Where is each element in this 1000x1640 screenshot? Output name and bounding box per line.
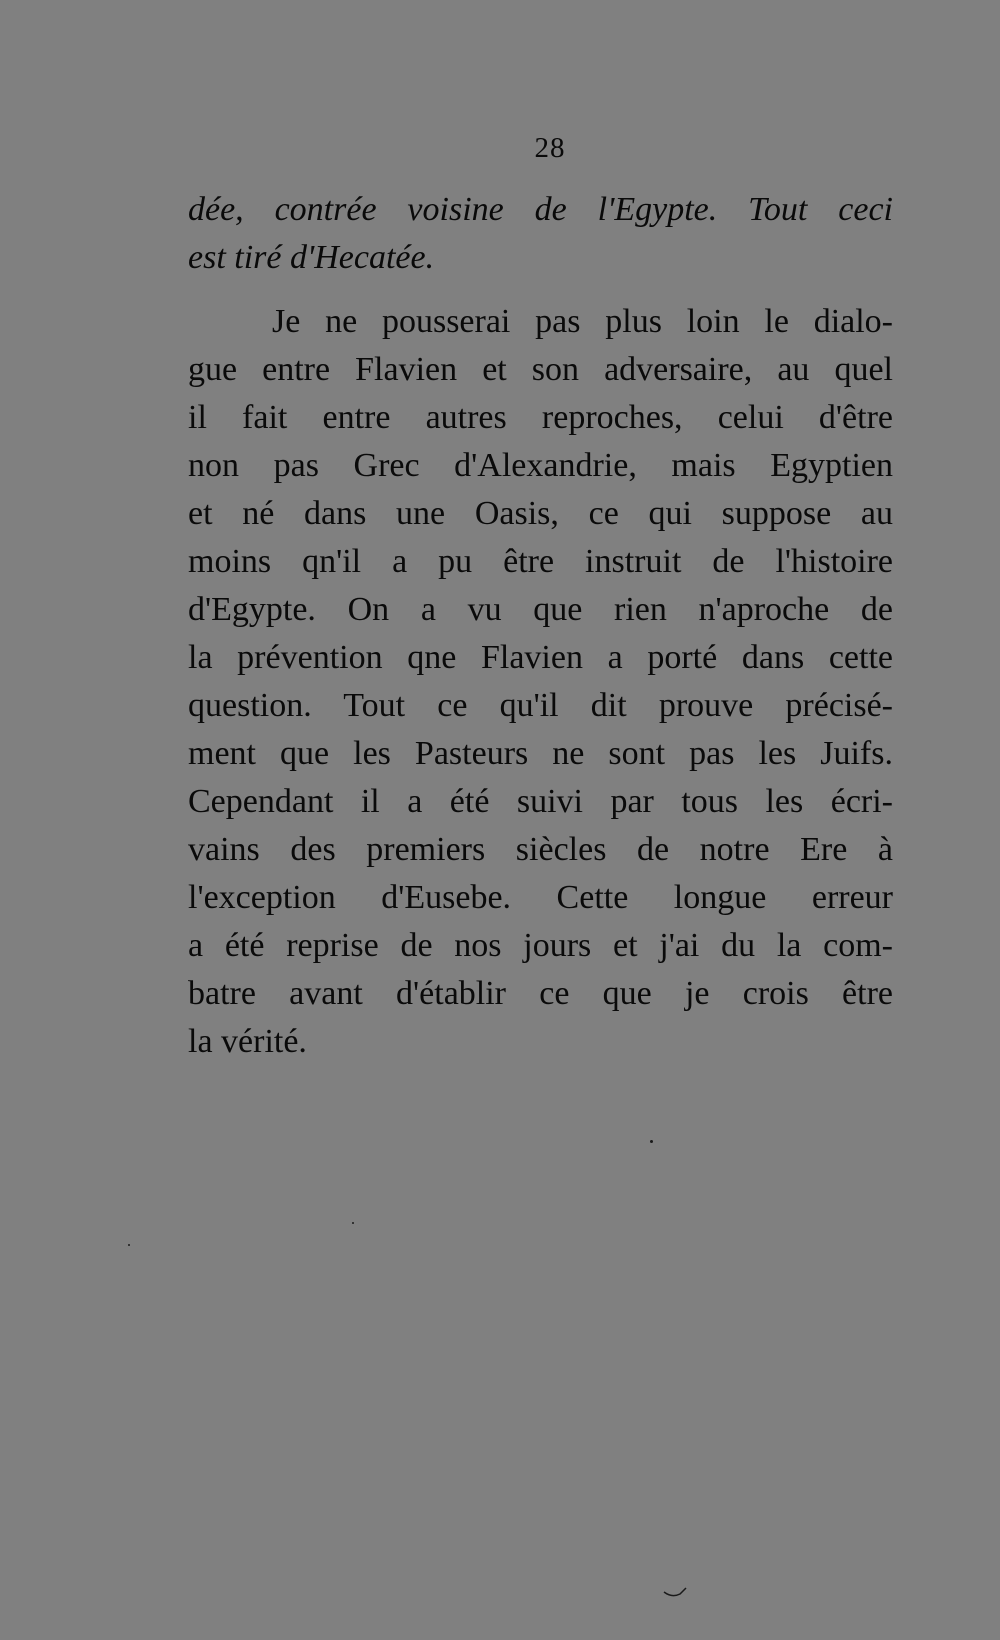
text-line: la prévention qne Flavien a porté dans cette (188, 639, 893, 676)
text-line: gue entre Flavien et son adversaire, au quel (188, 351, 893, 388)
text-line: d'Egypte. On a vu que rien n'aproche de (188, 591, 893, 628)
text-line: question. Tout ce qu'il dit prouve précisé- (188, 687, 893, 724)
continuation-text (188, 186, 893, 282)
paragraph (188, 298, 893, 1066)
ink-speck (352, 1222, 354, 1224)
text-line: et né dans une Oasis, ce qui suppose au (188, 495, 893, 532)
text-line: est tiré d'Hecatée. (188, 239, 435, 276)
text-line: Je ne pousserai pas plus loin le dialo- (272, 303, 893, 340)
text-line: vains des premiers siècles de notre Ere à (188, 831, 893, 868)
page-number: 28 (534, 132, 566, 164)
text-line: moins qn'il a pu être instruit de l'histoire (188, 543, 893, 580)
text-line: l'exception d'Eusebe. Cette longue erreur (188, 879, 893, 916)
ink-speck (650, 1140, 653, 1143)
ink-speck (128, 1244, 130, 1246)
text-line: la vérité. (188, 1023, 307, 1060)
text-line: non pas Grec d'Alexandrie, mais Egyptien (188, 447, 893, 484)
text-line: Cependant il a été suivi par tous les écri- (188, 783, 893, 820)
text-line: batre avant d'établir ce que je crois être (188, 975, 893, 1012)
ink-mark (662, 1586, 690, 1600)
text-line: ment que les Pasteurs ne sont pas les Juifs. (188, 735, 893, 772)
text-line: il fait entre autres reproches, celui d'être (188, 399, 893, 436)
text-line: a été reprise de nos jours et j'ai du la com- (188, 927, 893, 964)
text-line: dée, contrée voisine de l'Egypte. Tout ceci (188, 191, 893, 228)
